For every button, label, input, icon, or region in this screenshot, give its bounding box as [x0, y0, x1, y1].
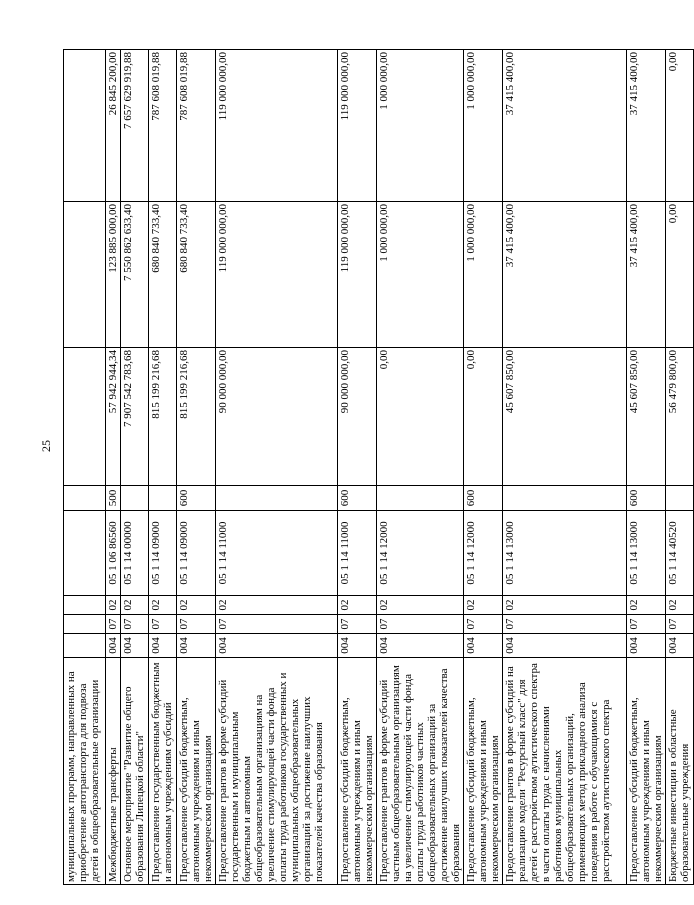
amount-year2-cell: 680 840 733,40: [177, 202, 216, 348]
section-code-cell: 07: [121, 615, 149, 634]
amount-year2-cell: 37 415 400,00: [627, 202, 666, 348]
expense-type-cell: 500: [106, 486, 121, 511]
amount-year2-cell: 0,00: [666, 202, 694, 348]
amount-year1-cell: [64, 348, 106, 486]
section-code-cell: 07: [177, 615, 216, 634]
amount-year1-cell: 57 942 944,34: [106, 348, 121, 486]
row-name-cell: Предоставление грантов в форме субсидий частным общеобразовательным организациям на увеличение стимулирующей части фонда оплаты труда работников частных общеобразовательных организаций за достижение наилучших показателей качества образования: [377, 658, 464, 885]
amount-year3-cell: 119 000 000,00: [338, 50, 377, 202]
amount-year3-cell: 37 415 400,00: [503, 50, 627, 202]
amount-year1-cell: 45 607 850,00: [627, 348, 666, 486]
table-row: [64, 50, 106, 885]
grbs-code-cell: 004: [377, 634, 464, 658]
grbs-code-cell: 004: [464, 634, 503, 658]
table-row: [216, 50, 338, 885]
target-article-cell: [64, 511, 106, 596]
amount-year2-cell: 7 550 862 633,40: [121, 202, 149, 348]
expense-type-cell: [503, 486, 627, 511]
amount-year2-cell: 37 415 400,00: [503, 202, 627, 348]
expense-type-cell: 600: [338, 486, 377, 511]
grbs-code-cell: 004: [216, 634, 338, 658]
target-article-cell: 05 1 14 12000: [377, 511, 464, 596]
section-code-cell: [64, 615, 106, 634]
section-code-cell: 07: [503, 615, 627, 634]
table-row: [106, 50, 121, 885]
amount-year3-cell: 787 608 019,88: [177, 50, 216, 202]
page-number: 25: [39, 440, 53, 452]
section-code-cell: 07: [464, 615, 503, 634]
expense-type-cell: 600: [627, 486, 666, 511]
section-code-cell: 07: [338, 615, 377, 634]
row-name-cell: Предоставление субсидий бюджетным, автономным учреждениям и иным некоммерческим организациям: [177, 658, 216, 885]
table-row: [121, 50, 149, 885]
amount-year1-cell: 815 199 216,68: [149, 348, 177, 486]
expense-type-cell: [216, 486, 338, 511]
target-article-cell: 05 1 14 09000: [177, 511, 216, 596]
subsection-code-cell: 02: [338, 596, 377, 615]
grbs-code-cell: 004: [121, 634, 149, 658]
table-row: [627, 50, 666, 885]
amount-year3-cell: 26 845 200,00: [106, 50, 121, 202]
expense-type-cell: [666, 486, 694, 511]
subsection-code-cell: 02: [377, 596, 464, 615]
amount-year2-cell: 1 000 000,00: [464, 202, 503, 348]
section-code-cell: 07: [666, 615, 694, 634]
row-name-cell: Предоставление государственным бюджетным и автономным учреждениям субсидий: [149, 658, 177, 885]
row-name-cell: муниципальных программ, направленных на приобретение автотранспорта для подвоза детей в общеобразовательные организации: [64, 658, 106, 885]
row-name-cell: Предоставление субсидий бюджетным, автономным учреждениям и иным некоммерческим организациям: [627, 658, 666, 885]
row-name-cell: Предоставление грантов в форме субсидий на реализацию модели "Ресурсный класс" для детей с расстройством аутистического спектра в части оплаты труда с начислениями работников муниципальных общеобразовательных организаций, применяющих метод прикладного анализа поведения в работе с обучающимися с расстройством аутистического спектра: [503, 658, 627, 885]
amount-year1-cell: 56 479 800,00: [666, 348, 694, 486]
amount-year3-cell: [64, 50, 106, 202]
row-name-cell: Предоставление субсидий бюджетным, автономным учреждениям и иным некоммерческим организациям: [338, 658, 377, 885]
amount-year2-cell: 119 000 000,00: [216, 202, 338, 348]
subsection-code-cell: 02: [666, 596, 694, 615]
row-name-cell: Основное мероприятие "Развитие общего образования Липецкой области": [121, 658, 149, 885]
table-row: [464, 50, 503, 885]
amount-year2-cell: 1 000 000,00: [377, 202, 464, 348]
amount-year1-cell: 90 000 000,00: [338, 348, 377, 486]
grbs-code-cell: 004: [149, 634, 177, 658]
row-name-cell: Предоставление субсидий бюджетным, автономным учреждениям и иным некоммерческим организациям: [464, 658, 503, 885]
grbs-code-cell: 004: [177, 634, 216, 658]
target-article-cell: 05 1 14 12000: [464, 511, 503, 596]
table-body: [64, 50, 694, 885]
table-row: [666, 50, 694, 885]
amount-year3-cell: 1 000 000,00: [464, 50, 503, 202]
amount-year1-cell: 7 907 542 783,68: [121, 348, 149, 486]
amount-year3-cell: 37 415 400,00: [627, 50, 666, 202]
subsection-code-cell: [64, 596, 106, 615]
expense-type-cell: 600: [177, 486, 216, 511]
grbs-code-cell: 004: [627, 634, 666, 658]
table-row: [338, 50, 377, 885]
table-row: [177, 50, 216, 885]
target-article-cell: 05 1 14 13000: [627, 511, 666, 596]
target-article-cell: 05 1 06 86560: [106, 511, 121, 596]
budget-table: [63, 49, 694, 885]
row-name-cell: Предоставление грантов в форме субсидий государственным и муниципальным бюджетным и автономным общеобразовательным организациям на увеличение стимулирующей части фонда оплаты труда работников государственных и муниципальных общеобразовательных организаций за достижение наилучших показателей качества образования: [216, 658, 338, 885]
amount-year2-cell: [64, 202, 106, 348]
grbs-code-cell: [64, 634, 106, 658]
grbs-code-cell: 004: [503, 634, 627, 658]
target-article-cell: 05 1 14 40520: [666, 511, 694, 596]
section-code-cell: 07: [149, 615, 177, 634]
amount-year3-cell: 1 000 000,00: [377, 50, 464, 202]
target-article-cell: 05 1 14 11000: [216, 511, 338, 596]
subsection-code-cell: 02: [216, 596, 338, 615]
amount-year3-cell: 0,00: [666, 50, 694, 202]
grbs-code-cell: 004: [106, 634, 121, 658]
row-name-cell: Межбюджетные трансферты: [106, 658, 121, 885]
target-article-cell: 05 1 14 00000: [121, 511, 149, 596]
subsection-code-cell: 02: [177, 596, 216, 615]
amount-year3-cell: 7 657 629 919,88: [121, 50, 149, 202]
amount-year1-cell: 0,00: [377, 348, 464, 486]
amount-year1-cell: 0,00: [464, 348, 503, 486]
subsection-code-cell: 02: [149, 596, 177, 615]
section-code-cell: 07: [106, 615, 121, 634]
expense-type-cell: [377, 486, 464, 511]
section-code-cell: 07: [216, 615, 338, 634]
amount-year1-cell: 45 607 850,00: [503, 348, 627, 486]
table-row: [149, 50, 177, 885]
grbs-code-cell: 004: [338, 634, 377, 658]
amount-year2-cell: 680 840 733,40: [149, 202, 177, 348]
section-code-cell: 07: [377, 615, 464, 634]
subsection-code-cell: 02: [464, 596, 503, 615]
subsection-code-cell: 02: [106, 596, 121, 615]
subsection-code-cell: 02: [503, 596, 627, 615]
row-name-cell: Бюджетные инвестиции в областные образовательные учреждения: [666, 658, 694, 885]
subsection-code-cell: 02: [121, 596, 149, 615]
target-article-cell: 05 1 14 13000: [503, 511, 627, 596]
amount-year2-cell: 119 000 000,00: [338, 202, 377, 348]
subsection-code-cell: 02: [627, 596, 666, 615]
expense-type-cell: 600: [464, 486, 503, 511]
section-code-cell: 07: [627, 615, 666, 634]
table-row: [377, 50, 464, 885]
rotated-page: [63, 50, 691, 885]
expense-type-cell: [64, 486, 106, 511]
amount-year3-cell: 787 608 019,88: [149, 50, 177, 202]
expense-type-cell: [149, 486, 177, 511]
amount-year1-cell: 90 000 000,00: [216, 348, 338, 486]
target-article-cell: 05 1 14 09000: [149, 511, 177, 596]
amount-year2-cell: 123 885 000,00: [106, 202, 121, 348]
grbs-code-cell: 004: [666, 634, 694, 658]
amount-year1-cell: 815 199 216,68: [177, 348, 216, 486]
amount-year3-cell: 119 000 000,00: [216, 50, 338, 202]
expense-type-cell: [121, 486, 149, 511]
target-article-cell: 05 1 14 11000: [338, 511, 377, 596]
table-row: [503, 50, 627, 885]
